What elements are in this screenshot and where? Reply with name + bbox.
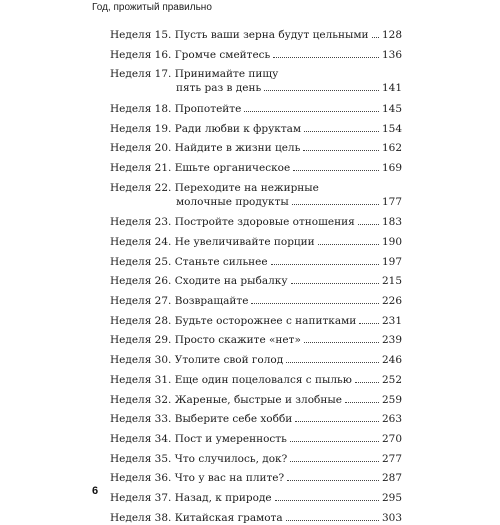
toc-entry-title-group — [110, 255, 268, 269]
toc-entry — [110, 161, 402, 175]
page-number: 6 — [92, 485, 99, 497]
toc-entry-line — [110, 353, 402, 367]
toc-week-label: Неделя 20. — [110, 142, 172, 155]
toc-entry-title-group — [110, 452, 287, 466]
dot-leader — [290, 461, 379, 462]
toc-page-number: 263 — [381, 413, 402, 426]
toc-week-label: Неделя 17. — [110, 68, 172, 81]
toc-entry-line — [110, 28, 402, 42]
dot-leader — [318, 244, 379, 245]
toc-entry — [110, 511, 402, 525]
toc-title: Просто скажите «нет» — [174, 334, 301, 347]
toc-entry-line — [110, 412, 402, 426]
toc-title: Принимайте пищу — [174, 68, 279, 81]
toc-week-label: Неделя 36. — [110, 472, 172, 485]
toc-entry-line — [110, 471, 402, 485]
toc-week-label: Неделя 33. — [110, 413, 172, 426]
toc-page-number: 183 — [381, 216, 402, 229]
dot-leader — [286, 362, 379, 363]
toc-entry — [110, 412, 402, 426]
dot-leader — [358, 224, 379, 225]
toc-week-label: Неделя 28. — [110, 314, 172, 327]
toc-title: Громче смейтесь — [174, 48, 271, 61]
toc-entry — [110, 255, 402, 269]
toc-title: Ради любви к фруктам — [174, 122, 302, 135]
dot-leader — [286, 520, 379, 521]
toc-page-number: 246 — [381, 354, 402, 367]
toc-entry-line — [110, 432, 402, 446]
toc-entry — [110, 102, 402, 116]
dot-leader — [273, 57, 379, 58]
toc-entry-line — [110, 215, 402, 229]
toc-entry-line — [110, 333, 402, 347]
toc-title: Возвращайте — [174, 295, 249, 307]
toc-entry-line — [110, 314, 402, 328]
toc-entry — [110, 471, 402, 485]
toc-entry — [110, 141, 402, 155]
dot-leader — [345, 402, 379, 403]
toc-week-label: Неделя 26. — [110, 275, 172, 288]
toc-entry — [110, 215, 402, 229]
toc-entry-title-group — [110, 122, 301, 136]
toc-week-label: Неделя 21. — [110, 162, 172, 174]
toc-week-label: Неделя 34. — [110, 432, 172, 445]
toc-entry — [110, 67, 402, 95]
toc-entry-title-group — [110, 294, 248, 308]
toc-entry-title-group — [110, 471, 284, 485]
toc-entry — [110, 28, 402, 42]
toc-week-label: Неделя 23. — [110, 216, 172, 229]
toc-page-number: 177 — [381, 195, 402, 208]
toc-entry — [110, 373, 402, 387]
dot-leader — [372, 37, 379, 38]
dot-leader — [287, 480, 379, 481]
toc-entry-title-group — [110, 102, 241, 116]
toc-entry-line — [110, 373, 402, 387]
toc-title: Ешьте органическое — [174, 162, 291, 174]
dot-leader — [359, 323, 379, 324]
dot-leader — [264, 90, 379, 91]
toc-entry-line — [110, 452, 402, 466]
toc-entry — [110, 181, 402, 209]
toc-page-number: 252 — [381, 373, 402, 386]
toc-week-label: Неделя 25. — [110, 255, 172, 268]
dot-leader — [304, 342, 379, 343]
toc-week-label: Неделя 37. — [110, 492, 172, 504]
toc-entry-title-group — [110, 48, 270, 62]
toc-week-label: Неделя 27. — [110, 295, 172, 307]
toc-title: Будьте осторожнее с напитками — [174, 314, 357, 327]
toc-page-number: 197 — [381, 255, 402, 268]
toc-page-number: 145 — [381, 102, 402, 115]
toc-page-number: 141 — [381, 82, 402, 95]
toc-page-number: 190 — [381, 235, 402, 248]
dot-leader — [251, 303, 379, 304]
toc-entry-line — [110, 511, 402, 525]
toc-entry-title-group — [110, 28, 369, 42]
toc-page-number: 136 — [381, 48, 402, 61]
toc-entry — [110, 314, 402, 328]
toc-title: Выберите себе хобби — [174, 413, 293, 426]
dot-leader — [295, 421, 379, 422]
toc-entry-title-group — [110, 412, 292, 426]
toc-entry-line — [110, 274, 402, 288]
toc-page-number: 231 — [381, 314, 402, 327]
dot-leader — [293, 170, 379, 171]
toc-page-number: 287 — [381, 472, 402, 485]
dot-leader — [291, 283, 379, 284]
toc-entry-line — [110, 491, 402, 505]
toc-title: Пропотейте — [174, 102, 242, 115]
dot-leader — [290, 441, 379, 442]
toc-week-label: Неделя 35. — [110, 452, 172, 465]
toc-week-label: Неделя 16. — [110, 48, 172, 61]
toc-title: Переходите на нежирные — [174, 181, 319, 194]
toc-week-label: Неделя 30. — [110, 354, 172, 367]
dot-leader — [244, 111, 379, 112]
toc-title: Жареные, быстрые и злобные — [174, 393, 342, 406]
toc-entry-title-group — [110, 314, 356, 328]
toc-week-label: Неделя 29. — [110, 334, 172, 347]
toc-page-number: 128 — [381, 29, 402, 41]
toc-page-number: 270 — [381, 432, 402, 445]
toc-entry — [110, 274, 402, 288]
toc-title: Пусть ваши зерна будут цельными — [174, 29, 369, 41]
toc-entry-line — [110, 294, 402, 308]
toc-entry-line — [110, 48, 402, 62]
toc-entry-line — [110, 255, 402, 269]
toc-entry — [110, 235, 402, 249]
toc-entry — [110, 432, 402, 446]
toc-title: Постройте здоровые отношения — [174, 216, 355, 229]
dot-leader — [275, 500, 379, 501]
running-header: Год, прожитый правильно — [92, 2, 212, 13]
toc-entry — [110, 122, 402, 136]
toc-week-label: Неделя 24. — [110, 235, 172, 248]
toc-page-number: 154 — [381, 122, 402, 135]
toc-entry-title-group — [110, 141, 300, 155]
toc-page-number: 239 — [381, 334, 402, 347]
toc-title: Сходите на рыбалку — [174, 275, 288, 288]
table-of-contents — [110, 0, 402, 524]
toc-title-continuation: молочные продукты — [176, 195, 289, 208]
toc-entry-line — [110, 102, 402, 116]
toc-entry-title-group — [110, 491, 272, 505]
toc-page-number: 162 — [381, 142, 402, 155]
toc-entry — [110, 294, 402, 308]
toc-page-number: 259 — [381, 393, 402, 406]
toc-entry — [110, 48, 402, 62]
toc-week-label: Неделя 19. — [110, 122, 172, 135]
toc-entry-first-line — [110, 67, 402, 81]
toc-entry — [110, 452, 402, 466]
toc-entry-title-group — [110, 215, 355, 229]
toc-entry — [110, 353, 402, 367]
toc-title: Еще один поцеловался с пылью — [174, 373, 352, 386]
toc-title: Утолите свой голод — [174, 354, 284, 367]
toc-title: Что у вас на плите? — [174, 472, 285, 485]
dot-leader — [303, 150, 379, 151]
toc-entry-title-group — [110, 333, 301, 347]
toc-title: Не увеличивайте порции — [174, 235, 315, 248]
toc-title: Станьте сильнее — [174, 255, 268, 268]
dot-leader — [355, 382, 379, 383]
dot-leader — [304, 131, 379, 132]
toc-page-number: 277 — [381, 452, 402, 465]
toc-entry-continuation-line — [110, 81, 402, 95]
toc-entry-title-group — [110, 235, 315, 249]
toc-week-label: Неделя 15. — [110, 29, 172, 41]
dot-leader — [292, 204, 379, 205]
toc-entry-line — [110, 235, 402, 249]
toc-title: Найдите в жизни цель — [174, 142, 301, 155]
toc-entry-title-group — [110, 373, 352, 387]
toc-page-number: 226 — [381, 295, 402, 307]
toc-entry — [110, 393, 402, 407]
toc-entry-title-group — [110, 393, 342, 407]
dot-leader — [271, 264, 379, 265]
toc-title: Китайская грамота — [174, 511, 283, 524]
toc-entry-title-group — [110, 353, 283, 367]
toc-entry-line — [110, 122, 402, 136]
toc-entry-title-group — [110, 432, 287, 446]
toc-week-label: Неделя 38. — [110, 511, 172, 524]
toc-entry — [110, 491, 402, 505]
toc-entry-title-group — [110, 511, 283, 525]
toc-entry-title-group — [110, 161, 290, 175]
toc-page-number: 169 — [381, 162, 402, 174]
toc-entry-continuation-line — [110, 195, 402, 209]
toc-entry-line — [110, 161, 402, 175]
toc-page-number: 295 — [381, 492, 402, 504]
toc-page-number: 215 — [381, 275, 402, 288]
toc-entry-line — [110, 141, 402, 155]
toc-week-label: Неделя 18. — [110, 102, 172, 115]
toc-page-number: 303 — [381, 511, 402, 524]
toc-week-label: Неделя 22. — [110, 181, 172, 194]
toc-title-continuation: пять раз в день — [176, 82, 262, 95]
toc-title: Назад, к природе — [174, 492, 272, 504]
toc-entry-title-group — [110, 274, 288, 288]
toc-entry — [110, 333, 402, 347]
toc-week-label: Неделя 32. — [110, 393, 172, 406]
toc-week-label: Неделя 31. — [110, 373, 172, 386]
toc-entry-first-line — [110, 181, 402, 195]
toc-entry-line — [110, 393, 402, 407]
toc-title: Пост и умеренность — [174, 432, 287, 445]
toc-title: Что случилось, док? — [174, 452, 288, 465]
